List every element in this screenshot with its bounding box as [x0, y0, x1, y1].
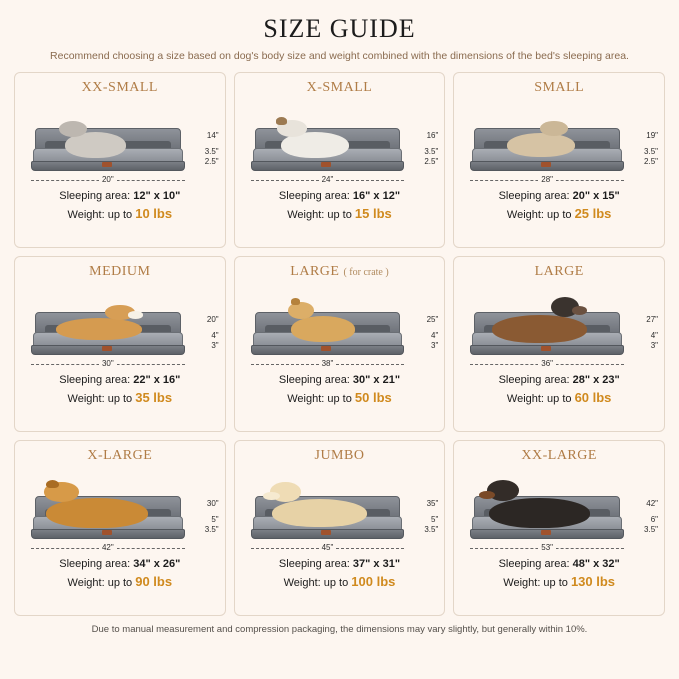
sleeping-area-label: Sleeping area: [59, 374, 134, 386]
dog-snout [572, 306, 587, 315]
size-specs [59, 189, 180, 224]
dim-mid: 4" [431, 330, 439, 340]
sleeping-area-row [59, 189, 180, 205]
dim-height: 25" [426, 314, 439, 324]
dim-width: 53" [538, 543, 556, 552]
dim-width-line [251, 359, 405, 368]
size-name: JUMBO [314, 448, 365, 463]
dog-bed-graphic [251, 496, 405, 542]
dim-width: 38" [319, 359, 337, 368]
dim-height: 19" [646, 130, 658, 140]
dog-head [288, 302, 314, 319]
weight-value: 90 lbs [135, 573, 173, 589]
size-card [453, 256, 665, 432]
bed-illustration [21, 282, 219, 370]
dog-photo [507, 133, 575, 157]
bed-illustration [460, 98, 658, 186]
dim-height: 30" [206, 498, 219, 508]
bed-illustration [241, 98, 439, 186]
size-card [453, 72, 665, 248]
brand-tag [102, 530, 112, 535]
dog-bed-graphic [31, 312, 185, 358]
sleeping-area-value: 20" x 15" [572, 190, 620, 202]
size-name: X-SMALL [306, 80, 373, 95]
dim-base: 2.5" [644, 156, 658, 166]
dog-snout [128, 311, 143, 318]
sleeping-area-label: Sleeping area: [498, 374, 573, 386]
weight-row [499, 389, 620, 408]
dim-width-line [470, 543, 624, 552]
weight-row [59, 573, 180, 592]
dim-base: 3" [431, 340, 439, 350]
dim-base: 3.5" [424, 524, 439, 534]
size-note: ( for crate ) [343, 267, 389, 278]
dim-base: 3" [650, 340, 658, 350]
sleeping-area-value: 12" x 10" [133, 190, 181, 202]
size-name: LARGE [534, 264, 584, 279]
dog-photo [281, 132, 349, 158]
size-card [14, 440, 226, 616]
dog-bed-graphic [470, 312, 624, 358]
bed-illustration [241, 282, 439, 370]
dog-photo [56, 318, 142, 340]
dim-width: 28" [538, 175, 556, 184]
dim-base: 2.5" [424, 156, 439, 166]
size-name: SMALL [534, 80, 585, 95]
weight-label: Weight: up to [287, 392, 355, 405]
sleeping-area-value: 16" x 12" [352, 190, 401, 202]
weight-label: Weight: up to [506, 208, 575, 221]
sleeping-area-row [279, 557, 400, 573]
dog-ear [46, 480, 58, 488]
size-name: X-LARGE [87, 448, 153, 463]
brand-tag [102, 346, 112, 351]
sleeping-area-value: 34" x 26" [133, 558, 181, 570]
size-card-title [307, 80, 373, 96]
dim-mid: 6" [650, 514, 658, 524]
sleeping-area-label: Sleeping area: [498, 190, 573, 202]
dim-width-line [470, 359, 624, 368]
weight-value: 130 lbs [570, 573, 616, 589]
sleeping-area-label: Sleeping area: [59, 558, 134, 570]
dim-mid: 5" [431, 514, 439, 524]
sleeping-area-value: 48" x 32" [572, 558, 620, 570]
dog-bed-graphic [470, 128, 624, 174]
sleeping-area-label: Sleeping area: [278, 374, 353, 386]
brand-tag [541, 346, 551, 351]
sleeping-area-value: 28" x 23" [572, 374, 620, 386]
dog-bed-graphic [470, 496, 624, 542]
weight-row [59, 205, 180, 224]
size-specs [59, 557, 180, 592]
sleeping-area-label: Sleeping area: [278, 558, 353, 570]
dim-width-line [31, 543, 185, 552]
dim-width: 45" [319, 543, 337, 552]
weight-label: Weight: up to [506, 392, 575, 405]
size-specs [279, 557, 400, 592]
size-card [14, 256, 226, 432]
size-card [234, 72, 446, 248]
dim-width: 36" [538, 359, 556, 368]
sleeping-area-label: Sleeping area: [278, 190, 353, 202]
dim-height: 20" [206, 314, 219, 324]
size-name: LARGE [290, 264, 340, 279]
dog-bed-graphic [31, 128, 185, 174]
bed-illustration [460, 466, 658, 554]
bed-illustration [21, 466, 219, 554]
dim-base: 3" [211, 340, 219, 350]
size-card [234, 440, 446, 616]
sleeping-area-row [279, 189, 400, 205]
sleeping-area-label: Sleeping area: [498, 558, 573, 570]
sleeping-area-row [59, 557, 180, 573]
dim-height: 14" [206, 130, 219, 140]
size-specs [499, 557, 620, 592]
bed-illustration [241, 466, 439, 554]
brand-tag [541, 162, 551, 167]
dim-mid: 3.5" [204, 146, 219, 156]
dog-bed-graphic [31, 496, 185, 542]
weight-row [279, 389, 400, 408]
dim-height: 27" [646, 314, 658, 324]
dim-width-line [31, 175, 185, 184]
size-card-title [535, 264, 584, 280]
size-card-title [89, 264, 150, 280]
size-specs [499, 373, 620, 408]
weight-value: 35 lbs [135, 389, 173, 405]
dog-ear [276, 117, 287, 124]
size-name: XX-LARGE [521, 448, 597, 463]
brand-tag [321, 346, 331, 351]
size-specs [279, 189, 400, 224]
size-card-grid [14, 72, 665, 616]
brand-tag [102, 162, 112, 167]
weight-row [499, 573, 620, 592]
size-card-title [521, 448, 597, 464]
dim-mid: 4" [211, 330, 219, 340]
dim-base: 2.5" [204, 156, 219, 166]
dog-photo [291, 316, 356, 342]
dim-width: 24" [319, 175, 337, 184]
size-card-title [82, 80, 158, 96]
dog-snout [263, 492, 280, 500]
dog-head [59, 121, 87, 137]
dog-snout [479, 491, 495, 499]
dim-width: 42" [99, 543, 117, 552]
size-specs [279, 373, 400, 408]
page-subtitle: Recommend choosing a size based on dog's body size and weight combined with the dimensions of the bed's sleeping area. [50, 50, 629, 62]
sleeping-area-row [499, 373, 620, 389]
dim-width-line [251, 543, 405, 552]
sleeping-area-value: 22" x 16" [133, 374, 181, 386]
weight-row [279, 573, 400, 592]
size-card-title [87, 448, 152, 464]
dog-bed-graphic [251, 128, 405, 174]
weight-row [279, 205, 400, 224]
sleeping-area-row [499, 189, 620, 205]
size-name: XX-SMALL [81, 80, 158, 95]
dim-height: 35" [426, 498, 439, 508]
sleeping-area-value: 30" x 21" [352, 374, 401, 386]
dog-photo [489, 498, 590, 528]
weight-value: 15 lbs [354, 205, 392, 221]
dim-width-line [470, 175, 624, 184]
size-card-title [290, 264, 388, 280]
brand-tag [321, 162, 331, 167]
weight-label: Weight: up to [287, 208, 355, 221]
weight-label: Weight: up to [283, 576, 352, 589]
weight-value: 100 lbs [351, 573, 396, 589]
dim-height: 42" [646, 498, 658, 508]
weight-label: Weight: up to [67, 208, 136, 221]
weight-row [59, 389, 180, 408]
brand-tag [541, 530, 551, 535]
weight-value: 10 lbs [135, 205, 173, 221]
sleeping-area-row [59, 373, 180, 389]
size-specs [59, 373, 180, 408]
sleeping-area-value: 37" x 31" [352, 558, 401, 570]
size-name: MEDIUM [89, 264, 151, 279]
dog-photo [272, 499, 367, 527]
bed-illustration [21, 98, 219, 186]
dim-base: 3.5" [204, 524, 219, 534]
dim-width: 30" [99, 359, 117, 368]
sleeping-area-row [279, 373, 400, 389]
size-card [453, 440, 665, 616]
size-card [14, 72, 226, 248]
dog-ear [291, 298, 300, 304]
brand-tag [321, 530, 331, 535]
size-specs [499, 189, 620, 224]
dim-mid: 3.5" [644, 146, 658, 156]
weight-label: Weight: up to [67, 576, 136, 589]
dim-width-line [31, 359, 185, 368]
dog-photo [65, 132, 126, 158]
dim-width-line [251, 175, 405, 184]
footer-note: Due to manual measurement and compression packaging, the dimensions may vary slightly, but generally within 10%. [91, 624, 588, 635]
dim-mid: 4" [650, 330, 658, 340]
dim-width: 20" [99, 175, 117, 184]
weight-value: 50 lbs [354, 389, 392, 405]
dog-photo [46, 498, 147, 528]
weight-label: Weight: up to [503, 576, 571, 589]
page-title: SIZE GUIDE [263, 14, 416, 43]
size-card [234, 256, 446, 432]
bed-illustration [460, 282, 658, 370]
weight-value: 60 lbs [574, 389, 612, 405]
dog-photo [492, 315, 587, 343]
dog-bed-graphic [251, 312, 405, 358]
sleeping-area-row [499, 557, 620, 573]
dim-mid: 3.5" [424, 146, 439, 156]
dim-base: 3.5" [644, 524, 658, 534]
size-card-title [534, 80, 584, 96]
weight-row [499, 205, 620, 224]
dim-height: 16" [426, 130, 439, 140]
size-card-title [315, 448, 365, 464]
sleeping-area-label: Sleeping area: [59, 190, 134, 202]
weight-label: Weight: up to [67, 392, 136, 405]
weight-value: 25 lbs [574, 205, 612, 221]
dim-mid: 5" [211, 514, 219, 524]
